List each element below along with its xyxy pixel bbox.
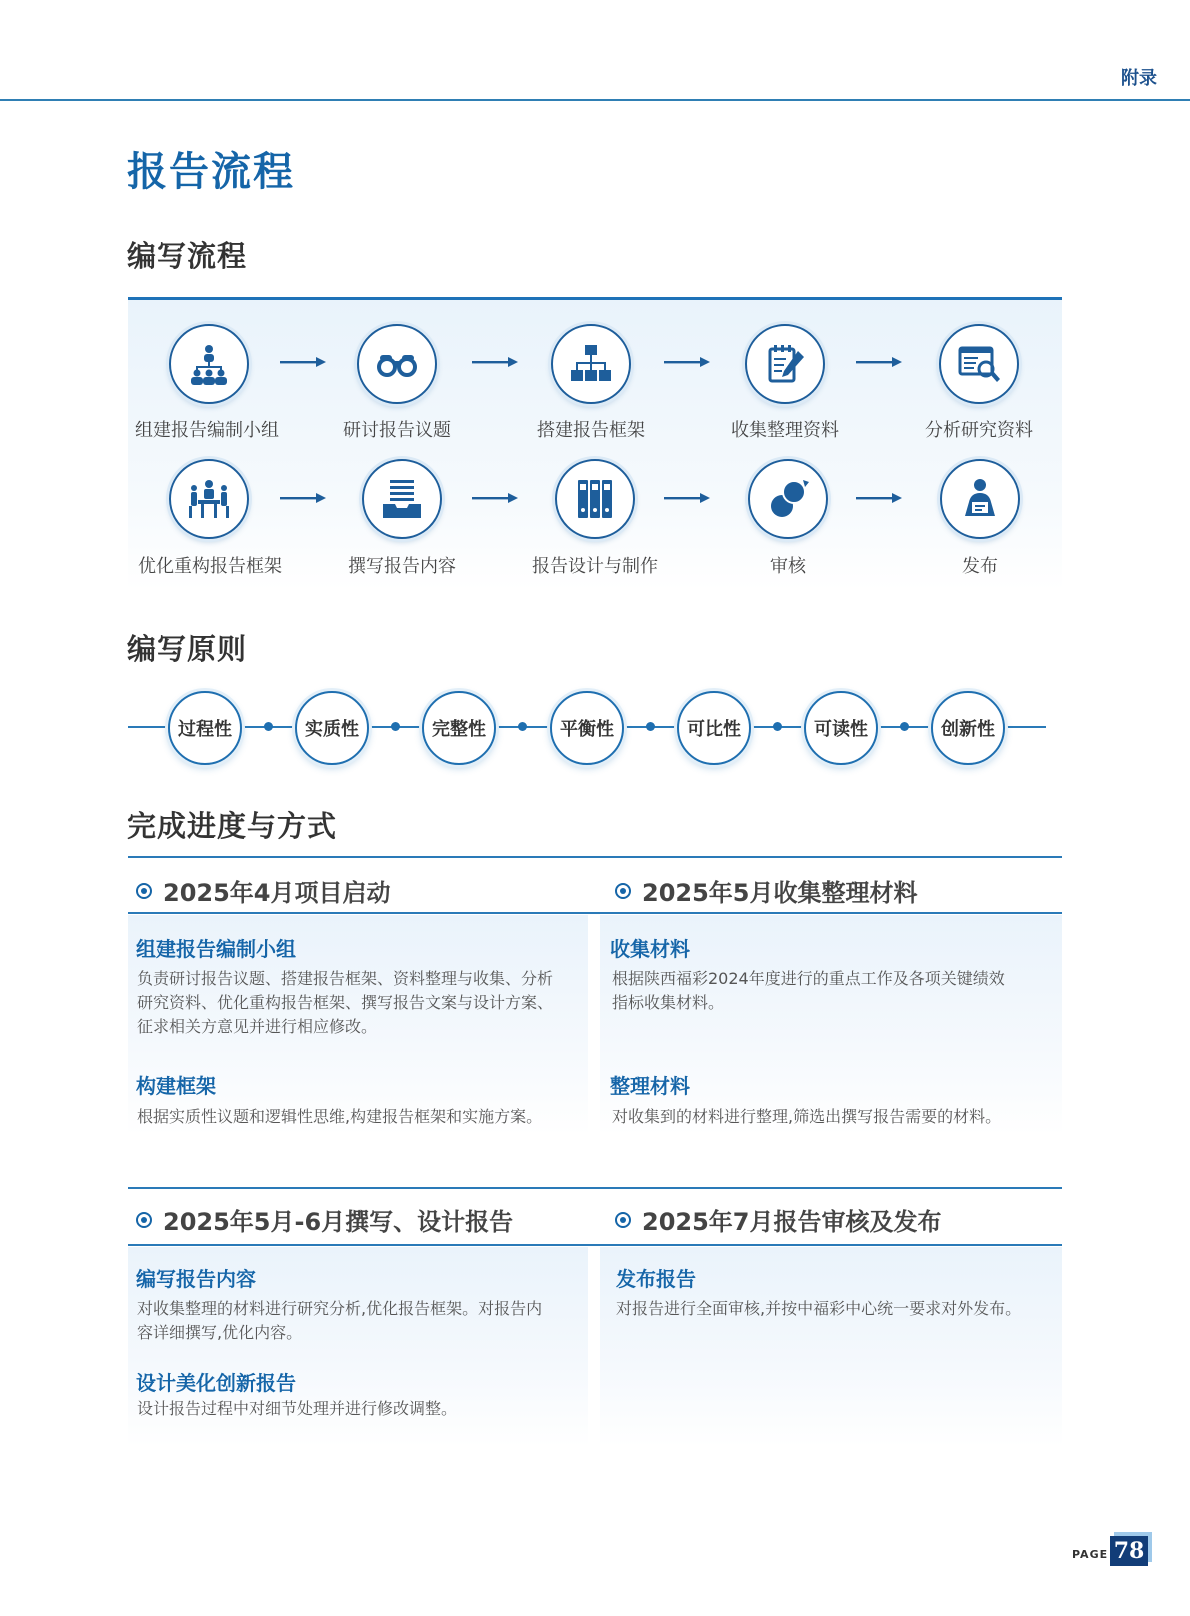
timeline-dot [518,722,527,731]
presenter-icon [940,459,1020,539]
stage-heading [135,873,391,908]
card-title: 设计美化创新报告 [136,1371,296,1395]
stage-title: 2025年7月报告审核及发布 [642,1208,942,1236]
binoculars-icon [357,324,437,404]
card-text: 负责研讨报告议题、搭建报告框架、资料整理与收集、分析 研究资料、优化重构报告框架、撰写报告文案与设计方案、 征求相关方意见并进行相应修改。 [137,969,554,1036]
stage-title: 2025年5月-6月撰写、设计报告 [163,1208,514,1236]
header-rule [0,99,1190,101]
schedule-heading: 完成进度与方式 [127,809,338,843]
stage-heading [614,873,918,908]
arrow-right-icon [664,492,710,504]
principle-item: 创新性 [931,691,1005,765]
flow-step-label: 报告设计与制作 [532,556,658,577]
section-tag: 附录 [1121,68,1157,89]
target-icon [614,1211,632,1229]
card-title: 构建框架 [136,1074,216,1098]
page-title: 报告流程 [127,149,295,195]
principle-item: 过程性 [168,691,242,765]
timeline-dot [773,722,782,731]
review-circles-icon [748,459,828,539]
arrow-right-icon [472,356,518,368]
binders-icon [555,459,635,539]
principle-item: 实质性 [295,691,369,765]
stage-card [600,915,1062,1135]
arrow-right-icon [664,356,710,368]
principles-heading: 编写原则 [127,632,248,666]
stage-title: 2025年4月项目启动 [163,879,391,907]
principle-item: 可读性 [804,691,878,765]
flow-step-label: 收集整理资料 [731,420,839,441]
arrow-right-icon [280,492,326,504]
arrow-right-icon [856,356,902,368]
card-text: 对报告进行全面审核,并按中福彩中心统一要求对外发布。 [616,1299,1022,1318]
card-title: 组建报告编制小组 [136,937,296,961]
org-chart-icon [551,324,631,404]
target-icon [135,1211,153,1229]
flow-step-label: 组建报告编制小组 [135,420,279,441]
card-text: 设计报告过程中对细节处理并进行修改调整。 [137,1399,458,1418]
stage-card [600,1247,1062,1447]
card-text: 根据实质性议题和逻辑性思维,构建报告框架和实施方案。 [137,1107,543,1126]
principle-item: 平衡性 [550,691,624,765]
document-search-icon [939,324,1019,404]
timeline-dot [900,722,909,731]
schedule-rule [128,1244,1062,1246]
principle-item: 可比性 [677,691,751,765]
principle-item: 完整性 [422,691,496,765]
flow-step-label: 审核 [770,556,806,577]
meeting-table-icon [169,459,249,539]
card-title: 发布报告 [616,1267,696,1291]
schedule-rule [128,856,1062,858]
flow-step-label: 搭建报告框架 [537,420,645,441]
card-title: 编写报告内容 [136,1267,256,1291]
arrow-right-icon [856,492,902,504]
flow-step-label: 研讨报告议题 [343,420,451,441]
stage-heading [135,1202,513,1237]
arrow-right-icon [280,356,326,368]
stage-heading [614,1202,942,1237]
stage-title: 2025年5月收集整理材料 [642,879,918,907]
timeline-dot [391,722,400,731]
stage-card [128,1247,588,1447]
flow-step-label: 发布 [962,556,998,577]
team-icon [169,324,249,404]
writing-process-heading: 编写流程 [127,239,248,273]
card-text: 根据陕西福彩2024年度进行的重点工作及各项关键绩效 指标收集材料。 [612,969,1005,1012]
card-title: 整理材料 [610,1074,690,1098]
card-text: 对收集整理的材料进行研究分析,优化报告框架。对报告内 容详细撰写,优化内容。 [137,1299,543,1342]
timeline-dot [646,722,655,731]
flow-step-label: 分析研究资料 [925,420,1033,441]
flow-step-label: 优化重构报告框架 [138,556,282,577]
timeline-dot [264,722,273,731]
schedule-rule [128,912,1062,914]
stage-card [128,915,588,1135]
card-text: 对收集到的材料进行整理,筛选出撰写报告需要的材料。 [612,1107,1002,1126]
document-tray-icon [362,459,442,539]
page-label: PAGE [1072,1548,1109,1561]
flow-step-label: 撰写报告内容 [348,556,456,577]
page-number: 78 [1110,1536,1148,1566]
target-icon [135,882,153,900]
schedule-rule [128,1187,1062,1189]
arrow-right-icon [472,492,518,504]
card-title: 收集材料 [610,937,690,961]
target-icon [614,882,632,900]
notepad-pen-icon [745,324,825,404]
